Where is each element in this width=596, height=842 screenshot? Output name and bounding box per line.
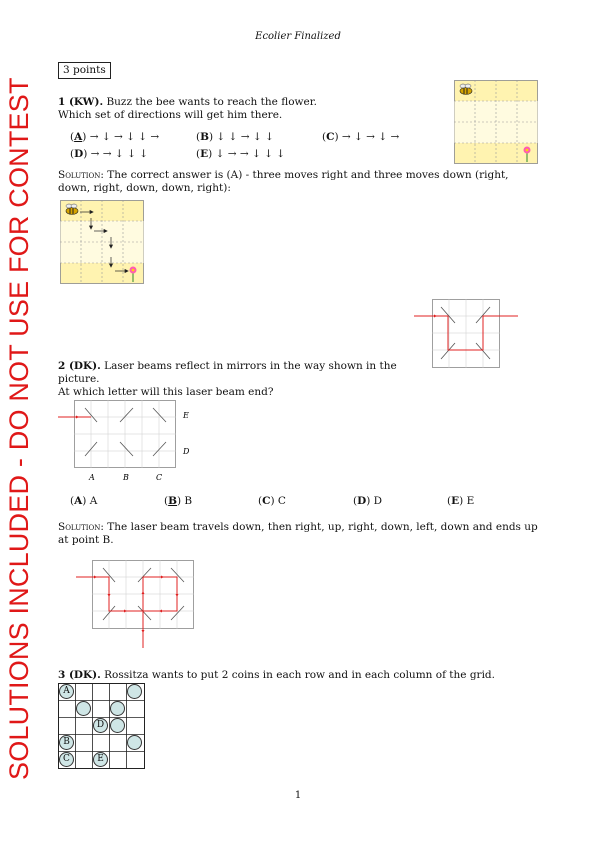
q1-option-a[interactable]: (A) → ↓ → ↓ ↓ → xyxy=(70,131,160,143)
coin-c: C xyxy=(59,752,74,767)
q2-text: 2 (DK). Laser beams reflect in mirrors in the way shown in the picture. At which letter will this laser beam end? xyxy=(58,360,397,398)
q2-option-e[interactable]: (E) E xyxy=(447,495,475,507)
label-c: C xyxy=(156,473,163,482)
q2-option-a[interactable]: (A) A xyxy=(70,495,98,507)
coin xyxy=(110,718,125,733)
q1-option-d[interactable]: (D) → → ↓ ↓ ↓ xyxy=(70,148,148,160)
q1-option-c[interactable]: (C) → ↓ → ↓ → xyxy=(322,131,400,143)
coin-e: E xyxy=(93,752,108,767)
q1-solution: Solution: The correct answer is (A) - three moves right and three moves down (right, down, right, down, down, right): xyxy=(58,169,509,194)
q2-option-b[interactable]: (B) B xyxy=(164,495,193,507)
label-d: D xyxy=(183,447,190,456)
coin xyxy=(127,684,142,699)
q1-line1: Buzz the bee wants to reach the flower. xyxy=(106,96,317,108)
watermark: SOLUTIONS INCLUDED - DO NOT USE FOR CONTEST xyxy=(4,77,34,780)
q3-coin-grid xyxy=(58,683,145,770)
q1-solution-grid xyxy=(60,200,144,284)
q2-example-picture xyxy=(414,299,518,369)
q2-option-c[interactable]: (C) C xyxy=(258,495,286,507)
q1-line2: Which set of directions will get him there. xyxy=(58,109,283,121)
q1-bee-grid xyxy=(454,80,538,164)
q2-laser-diagram xyxy=(58,396,228,486)
page-header: Ecolier Finalized xyxy=(255,31,341,42)
q1-option-b[interactable]: (B) ↓ ↓ → ↓ ↓ xyxy=(196,131,274,143)
q1-text xyxy=(58,96,428,122)
coin-a: A xyxy=(59,684,74,699)
label-a: A xyxy=(89,473,95,482)
q2-option-d[interactable]: (D) D xyxy=(353,495,383,507)
bee-icon xyxy=(460,84,472,95)
coin-d: D xyxy=(93,718,108,733)
points-box: 3 points xyxy=(58,62,111,79)
q1-label: 1 (KW). xyxy=(58,96,104,108)
coin xyxy=(127,735,142,750)
coin xyxy=(110,701,125,716)
coin-b: B xyxy=(59,735,74,750)
q2-solution-diagram xyxy=(76,560,196,648)
label-e: E xyxy=(183,411,189,420)
q2-solution: Solution: The laser beam travels down, then right, up, right, down, left, down and ends up at point B. xyxy=(58,521,538,546)
coin xyxy=(76,701,91,716)
page-number: 1 xyxy=(294,790,302,801)
bee-icon xyxy=(66,204,78,215)
label-b: B xyxy=(123,473,129,482)
q3-text: 3 (DK). Rossitza wants to put 2 coins in each row and in each column of the grid. xyxy=(58,669,495,681)
q1-option-e[interactable]: (E) ↓ → → ↓ ↓ ↓ xyxy=(196,148,286,160)
